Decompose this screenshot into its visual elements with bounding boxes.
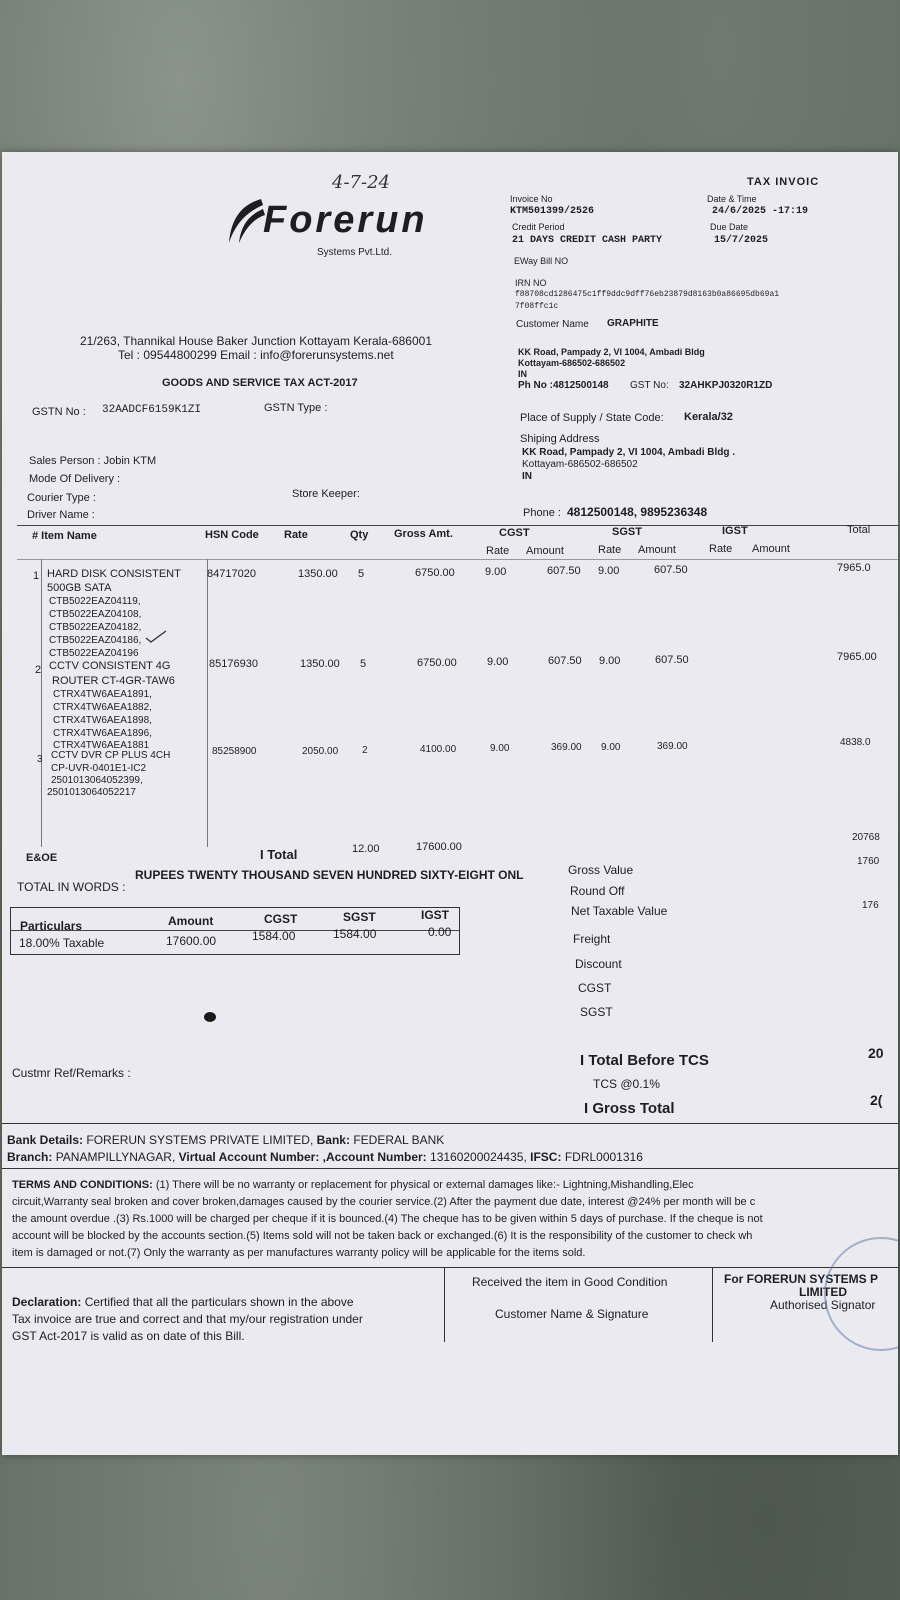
bank-bottom-rule xyxy=(2,1168,898,1169)
th-sgst-rate: Rate xyxy=(598,544,622,556)
row-number: 1 xyxy=(33,570,40,582)
shipping-address-1: KK Road, Pampady 2, VI 1004, Ambadi Bldg . xyxy=(522,447,736,458)
item-rate: 1350.00 xyxy=(298,568,338,580)
footer-divider xyxy=(712,1267,713,1342)
ifsc-code: FDRL0001316 xyxy=(564,1150,643,1164)
item-serial: CTRX4TW6AEA1891, xyxy=(53,689,152,700)
total-before-tcs-label: I Total Before TCS xyxy=(580,1052,709,1069)
terms-label: TERMS AND CONDITIONS: xyxy=(12,1179,153,1191)
item-serial: 2501013064052399, xyxy=(51,775,143,786)
item-serial: CTRX4TW6AEA1881 xyxy=(53,740,150,751)
handwritten-tick-icon xyxy=(145,630,167,644)
item-name-2: 500GB SATA xyxy=(47,582,112,594)
for-company-label: For FORERUN SYSTEMS P xyxy=(724,1272,879,1286)
table-top-rule xyxy=(17,525,898,526)
declaration-label: Declaration: xyxy=(12,1295,82,1309)
terms-line-2: circuit,Warranty seal broken and cover broken,damages caused by the courier service.(2) After the payment due date, interest @24% per month will be c xyxy=(12,1196,756,1208)
th-total: Total xyxy=(847,524,871,536)
item-name: CCTV CONSISTENT 4G xyxy=(49,660,171,672)
shipping-address-2: Kottayam-686502-686502 xyxy=(522,459,638,470)
place-of-supply: Kerala/32 xyxy=(684,411,733,423)
due-date: 15/7/2025 xyxy=(714,235,769,246)
customer-phone-line: Ph No :4812500148 xyxy=(518,380,609,391)
th-qty: Qty xyxy=(350,529,369,541)
invoice-no: KTM501399/2526 xyxy=(510,206,595,217)
declaration-line-1 xyxy=(12,1295,354,1309)
gst-act-heading: GOODS AND SERVICE TAX ACT-2017 xyxy=(162,377,358,389)
customer-address-3: IN xyxy=(518,369,527,379)
declaration-text-1: Certified that all the particulars shown in the above xyxy=(84,1295,354,1309)
total-in-words-label: TOTAL IN WORDS : xyxy=(17,880,126,894)
account-number-label: ,Account Number: xyxy=(322,1150,427,1164)
table-header-rule xyxy=(17,559,898,560)
customer-gst: 32AHKPJ0320R1ZD xyxy=(679,380,773,391)
received-good-condition: Received the item in Good Condition xyxy=(472,1275,668,1289)
terms-text-1: (1) There will be no warranty or replacement for physical or external damages like:- Lightning,Mishandling,Elec xyxy=(155,1179,694,1191)
authorised-signatory-label: Authorised Signator xyxy=(770,1298,876,1312)
item-cgst-rate: 9.00 xyxy=(490,743,510,754)
item-serial: CTRX4TW6AEA1898, xyxy=(53,715,152,726)
item-cgst-amount: 607.50 xyxy=(548,655,582,667)
table-total-label: I Total xyxy=(260,847,298,862)
item-name-2: ROUTER CT-4GR-TAW6 xyxy=(52,675,175,687)
customer-name: GRAPHITE xyxy=(607,318,659,329)
company-address: 21/263, Thannikal House Baker Junction Kottayam Kerala-686001 xyxy=(80,334,433,348)
tax-row-sgst: 1584.00 xyxy=(333,927,377,941)
date-time: 24/6/2025 -17:19 xyxy=(712,206,809,217)
terms-line-1 xyxy=(12,1179,694,1191)
company-contact: Tel : 09544800299 Email : info@forerunsystems.net xyxy=(118,348,394,362)
logo-swoosh-icon xyxy=(223,195,267,247)
irn-label: IRN NO xyxy=(515,278,547,288)
row-number: 2 xyxy=(35,664,42,676)
tcs-label: TCS @0.1% xyxy=(593,1077,660,1091)
bank-account-holder: FORERUN SYSTEMS PRIVATE LIMITED, xyxy=(86,1133,314,1147)
due-date-label: Due Date xyxy=(710,222,749,232)
item-total: 7965.00 xyxy=(837,651,877,663)
item-hsn: 85176930 xyxy=(209,658,258,670)
item-serial: CTB5022EAZ04108, xyxy=(49,609,142,620)
item-serial: CTB5022EAZ04186, xyxy=(49,635,142,646)
table-grand-total: 20768 xyxy=(852,832,880,843)
eoe-label: E&OE xyxy=(26,852,58,864)
tax-row-igst: 0.00 xyxy=(428,925,452,939)
item-gross: 6750.00 xyxy=(415,567,455,579)
logo-wordmark: Forerun xyxy=(263,199,428,241)
customer-name-label: Customer Name xyxy=(516,319,589,330)
customer-address-1: KK Road, Pampady 2, VI 1004, Ambadi Bldg xyxy=(518,347,705,357)
round-off-label: Round Off xyxy=(570,884,625,898)
table-col-divider xyxy=(207,559,208,847)
store-keeper: Store Keeper: xyxy=(292,488,360,500)
customer-address-2: Kottayam-686502-686502 xyxy=(518,358,626,368)
th-cgst: CGST xyxy=(499,527,530,539)
tax-th-igst: IGST xyxy=(421,908,450,922)
row-number: 3 xyxy=(37,754,43,765)
eway-bill-label: EWay Bill NO xyxy=(514,256,569,266)
item-total: 7965.0 xyxy=(837,562,871,574)
company-limited-label: LIMITED xyxy=(799,1285,847,1299)
th-sgst: SGST xyxy=(612,526,642,538)
item-qty: 5 xyxy=(358,568,365,580)
discount-label: Discount xyxy=(575,957,622,971)
bank-name: FEDERAL BANK xyxy=(353,1133,445,1147)
bank-branch-line xyxy=(7,1150,643,1164)
terms-line-5: item is damaged or not.(7) Only the warranty as per manufactures warranty policy will be applicable for the items sold. xyxy=(12,1247,586,1259)
item-name: HARD DISK CONSISTENT xyxy=(47,568,181,580)
doc-type: TAX INVOIC xyxy=(747,176,820,188)
net-taxable-label: Net Taxable Value xyxy=(571,904,668,918)
declaration-text-2: Tax invoice are true and correct and that my/our registration under xyxy=(12,1312,363,1326)
logo-subtitle: Systems Pvt.Ltd. xyxy=(317,247,393,258)
ink-spot xyxy=(204,1012,216,1022)
item-cgst-amount: 607.50 xyxy=(547,565,581,577)
credit-period: 21 DAYS CREDIT CASH PARTY xyxy=(512,235,663,246)
item-hsn: 84717020 xyxy=(207,568,256,580)
item-name-2: CP-UVR-0401E1-IC2 xyxy=(51,763,147,774)
customer-gst-label: GST No: xyxy=(630,380,669,391)
mode-of-delivery: Mode Of Delivery : xyxy=(29,473,121,485)
item-rate: 1350.00 xyxy=(300,658,340,670)
th-cgst-amount: Amount xyxy=(526,545,564,557)
gross-value-label: Gross Value xyxy=(568,863,634,877)
tax-th-amount: Amount xyxy=(168,914,214,928)
footer-top-rule xyxy=(2,1267,898,1268)
sales-person: Sales Person : Jobin KTM xyxy=(29,455,157,467)
item-gross: 4100.00 xyxy=(420,744,457,755)
table-col-divider xyxy=(41,559,42,847)
gstn-type-label: GSTN Type : xyxy=(264,402,328,414)
item-serial: CTB5022EAZ04119, xyxy=(49,596,141,607)
total-before-tcs-amount: 20 xyxy=(868,1045,884,1061)
bank-details-line xyxy=(7,1133,444,1147)
footer-divider xyxy=(444,1267,445,1342)
freight-label: Freight xyxy=(573,932,611,946)
item-name: CCTV DVR CP PLUS 4CH xyxy=(51,750,171,761)
declaration-text-3: GST Act-2017 is valid as on date of this Bill. xyxy=(12,1329,245,1343)
item-sgst-rate: 9.00 xyxy=(601,742,621,753)
bank-details-label: Bank Details: xyxy=(7,1133,84,1147)
gross-total-label: I Gross Total xyxy=(584,1100,675,1117)
gross-value-amount: 1760 xyxy=(857,856,880,867)
phone-label: Phone : xyxy=(523,507,561,519)
summary-sgst-label: SGST xyxy=(580,1005,613,1019)
terms-line-4: account will be blocked by the accounts section.(5) Items sold will not be taken back or exchanged.(6) It is the responsibility of the customer to check wh xyxy=(12,1230,753,1242)
item-serial: CTRX4TW6AEA1882, xyxy=(53,702,152,713)
total-in-words: RUPEES TWENTY THOUSAND SEVEN HUNDRED SIXTY-EIGHT ONL xyxy=(135,868,524,882)
net-taxable-amount: 176 xyxy=(862,900,879,911)
item-sgst-amount: 607.50 xyxy=(655,654,689,666)
item-serial: CTRX4TW6AEA1896, xyxy=(53,728,152,739)
driver-name: Driver Name : xyxy=(27,509,95,521)
item-cgst-rate: 9.00 xyxy=(487,656,509,668)
credit-period-label: Credit Period xyxy=(512,222,565,232)
th-gross: Gross Amt. xyxy=(394,528,453,540)
virtual-account-label: Virtual Account Number: xyxy=(178,1150,320,1164)
branch-label: Branch: xyxy=(7,1150,53,1164)
tax-th-cgst: CGST xyxy=(264,912,298,926)
branch-name: PANAMPILLYNAGAR, xyxy=(55,1150,176,1164)
item-sgst-amount: 607.50 xyxy=(654,564,688,576)
item-rate: 2050.00 xyxy=(302,746,339,757)
customer-remarks-label: Custmr Ref/Remarks : xyxy=(12,1066,131,1080)
th-igst-rate: Rate xyxy=(709,543,733,555)
company-seal-stamp xyxy=(824,1237,898,1351)
th-sgst-amount: Amount xyxy=(638,544,676,556)
item-total: 4838.0 xyxy=(840,737,871,748)
th-item-name: # Item Name xyxy=(32,530,97,542)
tax-th-particulars: Particulars xyxy=(20,919,83,933)
item-serial: 2501013064052217 xyxy=(47,787,136,798)
terms-line-3: the amount overdue .(3) Rs.1000 will be charged per cheque if it is bounced.(4) The cheque has to be given within 5 days of purchase. If the cheque is not xyxy=(12,1213,763,1225)
tax-row-particulars: 18.00% Taxable xyxy=(19,936,105,950)
th-hsn: HSN Code xyxy=(205,529,259,541)
item-gross: 6750.00 xyxy=(417,657,457,669)
shipping-label: Shiping Address xyxy=(520,433,600,445)
place-of-supply-label: Place of Supply / State Code: xyxy=(520,412,664,424)
th-igst: IGST xyxy=(722,525,748,537)
item-cgst-rate: 9.00 xyxy=(485,566,507,578)
date-time-label: Date & Time xyxy=(707,194,757,204)
item-sgst-rate: 9.00 xyxy=(599,655,621,667)
item-serial: CTB5022EAZ04196 xyxy=(49,648,139,659)
irn-line-1: f88708cd1286475c1ff9ddc9dff76eb23879d8163b0a86695db69a1 xyxy=(515,290,780,299)
invoice-paper xyxy=(2,152,898,1455)
item-cgst-amount: 369.00 xyxy=(551,742,582,753)
invoice-no-label: Invoice No xyxy=(510,194,553,204)
phone-value: 4812500148, 9895236348 xyxy=(567,505,708,519)
tax-th-sgst: SGST xyxy=(343,910,376,924)
gstn-value: 32AADCF6159K1ZI xyxy=(102,404,202,416)
item-serial: CTB5022EAZ04182, xyxy=(49,622,142,633)
summary-cgst-label: CGST xyxy=(578,981,612,995)
item-qty: 5 xyxy=(360,658,367,670)
th-rate: Rate xyxy=(284,529,308,541)
th-igst-amount: Amount xyxy=(752,543,790,555)
bank-top-rule xyxy=(2,1123,898,1124)
gross-total-amount: 2( xyxy=(870,1092,883,1108)
shipping-address-3: IN xyxy=(522,471,532,482)
tax-row-amount: 17600.00 xyxy=(166,934,217,948)
gstn-label: GSTN No : xyxy=(32,406,86,418)
account-number: 13160200024435, xyxy=(430,1150,527,1164)
bank-label: Bank: xyxy=(316,1133,350,1147)
item-sgst-rate: 9.00 xyxy=(598,565,620,577)
handwritten-date: 4-7-24 xyxy=(332,172,390,193)
table-total-qty: 12.00 xyxy=(352,843,380,855)
irn-line-2: 7f08ffc1c xyxy=(515,302,559,311)
th-cgst-rate: Rate xyxy=(486,545,510,557)
courier-type: Courier Type : xyxy=(27,492,96,504)
table-total-gross: 17600.00 xyxy=(416,841,462,853)
item-qty: 2 xyxy=(362,745,368,756)
item-sgst-amount: 369.00 xyxy=(657,741,688,752)
customer-signature-label: Customer Name & Signature xyxy=(495,1307,649,1321)
ifsc-label: IFSC: xyxy=(530,1150,562,1164)
tax-row-cgst: 1584.00 xyxy=(252,929,296,943)
item-hsn: 85258900 xyxy=(212,746,257,757)
